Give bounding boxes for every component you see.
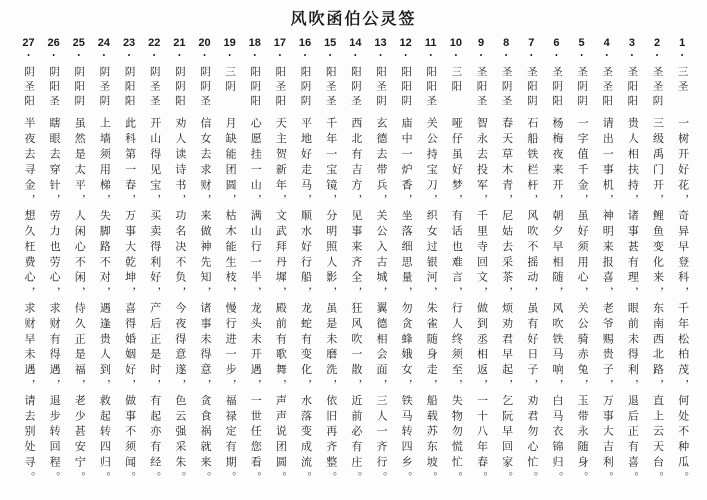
sign-hexagram: 圣阳阳 xyxy=(626,66,638,110)
sign-poem: 三级禹门开，鲤鱼变化来，东南西北路，直上云天台。 xyxy=(651,117,664,487)
sign-hexagram: 三阳 xyxy=(450,66,462,95)
sign-number: 14 xyxy=(349,37,362,49)
sign-poem: 庙中一炉香，坐落细思量，勿贪蜂娥女，铁马转四乡。 xyxy=(400,117,413,487)
bullet-separator-icon: • xyxy=(225,51,235,66)
sign-number: 11 xyxy=(424,37,437,49)
sign-header xyxy=(397,51,414,117)
sign-column xyxy=(523,36,540,496)
sign-header xyxy=(598,51,615,117)
sign-number: 4 xyxy=(603,37,610,49)
sign-column xyxy=(397,36,414,496)
sign-hexagram: 阴圣圣 xyxy=(148,66,160,110)
bullet-separator-icon: • xyxy=(577,51,587,66)
sign-poem: 信女去求财，来做神先知，诸事未得意，贪食祸就来。 xyxy=(198,117,211,487)
sign-poem: 虽然是太平，人闲心不闲，侍久正是福，老少甚安宁。 xyxy=(73,117,86,487)
bullet-separator-icon: • xyxy=(174,51,184,66)
bullet-separator-icon: • xyxy=(149,51,159,66)
bullet-separator-icon: • xyxy=(350,51,360,66)
sign-header xyxy=(146,51,163,117)
sign-poem: 杨梅夜来开，朝夕早相随，风吹铁马响，白马衣锦归。 xyxy=(550,117,563,487)
sign-hexagram: 圣圣阴 xyxy=(651,66,663,110)
sign-column xyxy=(246,36,263,496)
sign-column xyxy=(70,36,87,496)
sign-header xyxy=(20,51,37,117)
sign-header xyxy=(674,51,691,117)
sign-poem: 哑仔虽好梦，有话也难言，行人终须至，失物勿慌忙。 xyxy=(450,117,463,487)
sign-poem: 千年一宝镜，分明照人影，虽是未磨洗，依旧再齐整。 xyxy=(324,117,337,487)
sign-column xyxy=(548,36,565,496)
sign-header xyxy=(95,51,112,117)
sign-column xyxy=(121,36,138,496)
sign-number: 15 xyxy=(324,37,337,49)
sign-column xyxy=(196,36,213,496)
sign-column xyxy=(674,36,691,496)
bullet-separator-icon: • xyxy=(375,51,385,66)
sign-poem: 此科第一春，万事大乾坤，喜得婚姻好，做事不须闻。 xyxy=(123,117,136,487)
sign-number: 17 xyxy=(273,37,287,49)
sign-header xyxy=(623,51,640,117)
sign-column xyxy=(221,36,238,496)
sign-number: 8 xyxy=(503,37,510,49)
sign-number: 13 xyxy=(374,37,387,49)
bullet-separator-icon: • xyxy=(199,51,209,66)
sign-hexagram: 圣阴圣 xyxy=(500,66,512,110)
bullet-separator-icon: • xyxy=(677,51,687,66)
sign-number: 16 xyxy=(298,37,312,49)
bullet-separator-icon: • xyxy=(24,51,33,66)
sign-hexagram: 阳阴阳 xyxy=(249,66,261,110)
bullet-separator-icon: • xyxy=(250,51,260,66)
sign-hexagram: 圣阳圣 xyxy=(475,66,487,110)
sign-column xyxy=(573,36,590,496)
sign-hexagram: 圣阳阴 xyxy=(525,66,537,110)
bullet-separator-icon: • xyxy=(275,51,285,66)
sign-header xyxy=(473,51,490,117)
sign-number: 21 xyxy=(173,37,186,49)
sign-number: 3 xyxy=(628,37,635,49)
sign-hexagram: 阳阳圣 xyxy=(425,66,437,110)
sign-hexagram: 阴圣阳 xyxy=(23,66,34,110)
sign-column xyxy=(271,36,288,496)
bullet-separator-icon: • xyxy=(652,51,662,66)
sign-poem: 瞎眼去穿针，劳力也劳心，求财有得遇，退步转回程。 xyxy=(48,117,61,487)
sign-hexagram: 阴阳阴 xyxy=(73,66,85,110)
sign-number: 19 xyxy=(223,37,236,49)
sign-header xyxy=(70,51,87,117)
bullet-separator-icon: • xyxy=(49,51,59,66)
sign-header xyxy=(422,51,439,117)
sign-number: 9 xyxy=(477,37,485,49)
sign-poem: 西北有吉方，见事来齐全，狂风吹一散，近前必有庄。 xyxy=(349,117,362,487)
sign-header xyxy=(221,51,238,117)
sign-column xyxy=(297,36,314,496)
sign-hexagram: 阴阳阳 xyxy=(123,66,135,110)
sign-number: 5 xyxy=(578,37,585,49)
bullet-separator-icon: • xyxy=(401,51,411,66)
sign-header xyxy=(372,51,389,117)
sign-poem: 石船铁栏杆，风吹不摇动，虽有好日子，劝君勿心忙。 xyxy=(525,117,538,487)
sign-number: 22 xyxy=(148,37,161,49)
bullet-separator-icon: • xyxy=(325,51,335,66)
sign-header xyxy=(121,51,138,117)
sign-header xyxy=(171,51,188,117)
sign-number: 2 xyxy=(653,37,661,49)
sign-column xyxy=(20,36,37,496)
sign-poem: 天主贺新年，文武拜丹墀，殿前有歌舞，声声说团圆。 xyxy=(274,117,287,487)
bullet-separator-icon: • xyxy=(627,51,637,66)
sign-column xyxy=(146,36,163,496)
sign-number: 26 xyxy=(47,37,60,49)
sign-column xyxy=(422,36,439,496)
sign-header xyxy=(271,51,288,117)
sign-column xyxy=(171,36,188,496)
sign-poem: 关公持宝刀，织女过银河，朱雀随身走，船载苏东坡。 xyxy=(425,117,438,487)
sign-poem: 月缺能团圆，枯木能生枝，慢行进一步，福禄定有期。 xyxy=(224,117,237,487)
sign-column xyxy=(322,36,339,496)
sign-column xyxy=(372,36,389,496)
sign-column xyxy=(649,36,666,496)
bullet-separator-icon: • xyxy=(526,51,536,66)
bullet-separator-icon: • xyxy=(551,51,561,66)
sign-column xyxy=(498,36,515,496)
sign-hexagram: 三阴 xyxy=(224,66,236,95)
sign-poem: 请出一事机，神明来报喜，老爷赐贵子，万事大吉利。 xyxy=(601,117,614,487)
sign-header xyxy=(196,51,213,117)
sign-column xyxy=(347,36,364,496)
sign-hexagram: 阴阳圣 xyxy=(48,66,60,110)
sign-number: 24 xyxy=(97,37,111,49)
sign-poem: 半夜去寻金，想久枉费心，求财早未遇，请去别处寻。 xyxy=(23,117,35,487)
sign-hexagram: 阳圣圣 xyxy=(324,66,336,110)
sign-hexagram: 阳阳阴 xyxy=(400,66,412,110)
sign-number: 1 xyxy=(679,37,686,49)
sign-column xyxy=(623,36,640,496)
sign-number: 23 xyxy=(122,37,136,49)
bullet-separator-icon: • xyxy=(124,51,134,66)
sign-poem: 一树开好花，奇异早登科，千年松柏茂，何处不种瓜。 xyxy=(676,117,689,487)
sign-hexagram: 三圣 xyxy=(676,66,688,95)
sign-hexagram: 圣圣阳 xyxy=(601,66,613,110)
bullet-separator-icon: • xyxy=(300,51,310,66)
sign-hexagram: 圣阴阴 xyxy=(576,66,588,110)
sign-poem: 开山得见宝，买卖得利好，产后正是时，有起亦有经。 xyxy=(148,117,161,487)
bullet-separator-icon: • xyxy=(426,51,436,66)
bullet-separator-icon: • xyxy=(99,51,109,66)
sign-header xyxy=(548,51,565,117)
sign-hexagram: 阳阴阴 xyxy=(299,66,311,110)
sign-column xyxy=(473,36,490,496)
bullet-separator-icon: • xyxy=(74,51,84,66)
sign-number: 18 xyxy=(248,37,261,49)
sign-header xyxy=(498,51,515,117)
sign-number: 7 xyxy=(528,37,535,49)
sign-column xyxy=(598,36,615,496)
page-title: 风吹函伯公灵签 xyxy=(290,11,417,28)
bullet-separator-icon: • xyxy=(602,51,612,66)
bullet-separator-icon: • xyxy=(451,51,461,66)
sign-number: 12 xyxy=(399,37,412,49)
sign-number: 20 xyxy=(198,37,211,49)
sign-poem: 一字值千金，虽好须用心，关公骑赤兔，玉带永随身。 xyxy=(576,117,589,487)
sign-poem: 劝人读诗书，功名决不负，今夜得意遂，色云强采朱。 xyxy=(173,117,186,487)
sign-hexagram: 阳圣阴 xyxy=(374,66,386,110)
sign-poem: 贵人相扶持，诸事甚有理，眼前未得利，退后正有喜。 xyxy=(626,117,639,487)
sign-hexagram: 阴阴圣 xyxy=(198,66,210,110)
sign-header xyxy=(45,51,62,117)
sign-number: 25 xyxy=(72,37,85,49)
sign-number: 10 xyxy=(449,37,463,49)
sign-number: 27 xyxy=(22,37,35,49)
sign-header xyxy=(322,51,339,117)
sign-hexagram: 阳圣阳 xyxy=(274,66,286,110)
sign-header xyxy=(246,51,263,117)
bullet-separator-icon: • xyxy=(501,51,511,66)
sign-header xyxy=(447,51,464,117)
sign-poem: 智永去投军，千里寺回文，做到丞相返，一十八年春。 xyxy=(475,117,488,487)
sign-column xyxy=(45,36,62,496)
sign-column xyxy=(447,36,464,496)
sign-poem: 玄德去带兵，关公入古城，翼德相会面，三人一齐行。 xyxy=(374,117,387,487)
sign-header xyxy=(523,51,540,117)
sign-hexagram: 阴圣阴 xyxy=(98,66,110,110)
sign-poem: 平地好走马，顺水好行船，龙蛇有变化，水落变成流。 xyxy=(299,117,312,487)
sign-poem: 心愿挂一山，满山行一半，龙头未开遇，一世任您看。 xyxy=(249,117,262,487)
sign-number: 6 xyxy=(553,37,560,49)
sign-hexagram: 阳阴圣 xyxy=(349,66,361,110)
sign-columns xyxy=(0,34,707,496)
sign-hexagram: 圣阴阳 xyxy=(550,66,562,110)
sign-header xyxy=(347,51,364,117)
bullet-separator-icon: • xyxy=(476,51,486,66)
sign-hexagram: 阴阴阳 xyxy=(173,66,185,110)
sign-column xyxy=(95,36,112,496)
sign-header xyxy=(573,51,590,117)
sign-header xyxy=(649,51,666,117)
sign-poem: 上墙须用梯，失脚路不对，遇逢贵人到，救起转四归。 xyxy=(98,117,111,487)
sign-poem: 春天草木青，尼姑去采茶，烦劝君早起，乞阮早回家。 xyxy=(500,117,513,487)
sign-header xyxy=(297,51,314,117)
